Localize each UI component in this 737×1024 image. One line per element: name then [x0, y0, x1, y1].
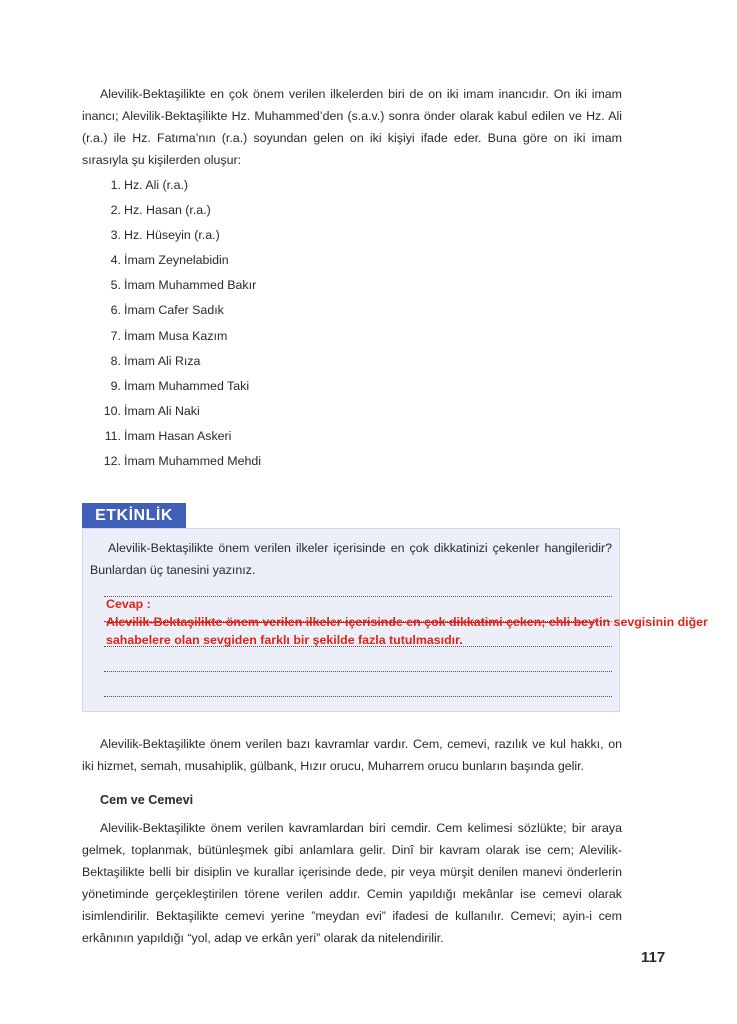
list-item: 10. İmam Ali Naki — [103, 403, 200, 418]
cem-paragraph: Alevilik-Bektaşilikte önem verilen kavramlardan biri cemdir. Cem kelimesi sözlükte; bir araya gelmek, toplanmak, bütünleşmek gibi anlamlara gelir. Dinî bir kavram olarak ise cem; Alevilik- Bektaşilikte belli bir disiplin ve kurallar içerisinde dede, pir veya mürşit denilen manevi önderlerin yönetiminde gerçekleştirilen törene verilen addır. Cemin yapıldığı mekânlar ise cemevi olarak isimlendirilir. Bektaşilikte cemevi yerine ”meydan evi” ifadesi de kullanılır. Cemevi; ayin-i cem erkânının yapıldığı “yol, adap ve erkân yeri” olarak da nitelendirilir. — [82, 821, 622, 945]
answer-line — [104, 671, 612, 672]
intro-text: Alevilik-Bektaşilikte en çok önem verilen ilkelerden biri de on iki imam inancıdır. On iki imam inancı; Alevilik-Bektaşilikte Hz. Muhammed’den (s.a.v.) sonra önder olarak kabul edilen ve Hz. Ali (r.a.) ile Hz. Fatıma’nın (r.a.) soyundan gelen on iki kişiyi ifade eder. Buna göre on iki imam sırasıyla şu kişilerden oluşur: — [82, 87, 622, 167]
list-item: 4. İmam Zeynelabidin — [110, 253, 229, 268]
list-item: 12. İmam Muhammed Mehdi — [103, 454, 262, 469]
handwritten-answer — [106, 595, 726, 649]
page-number: 117 — [641, 949, 666, 966]
list-item: 6. İmam Cafer Sadık — [110, 303, 224, 318]
list-item: 9. İmam Muhammed Taki — [110, 378, 250, 393]
activity-question: Alevilik-Bektaşilikte önem verilen ilkeler içerisinde en çok dikkatinizi çekenler hangileridir? Bunlardan üç tanesini yazınız. — [90, 541, 612, 577]
activity-title: ETKİNLİK — [82, 503, 186, 528]
list-item: 8. İmam Ali Rıza — [110, 353, 201, 368]
imam-list — [101, 174, 261, 475]
answer-line — [104, 696, 612, 697]
section-heading: Cem ve Cemevi — [100, 793, 194, 807]
list-item: 11. İmam Hasan Askeri — [104, 428, 232, 443]
intro-paragraph — [82, 83, 622, 171]
list-item: 7. İmam Musa Kazım — [110, 328, 228, 343]
answer-text: tin sevgisinin diğer sahabelere olan sevgiden farklı bir şekilde fazla tutulmasıdır. — [106, 615, 708, 647]
answer-label: Cevap : — [106, 597, 151, 611]
list-item: 1. Hz. Ali (r.a.) — [110, 178, 189, 192]
answer-struck-text: Alevilik-Bektaşilikte önem verilen ilkeler içerisinde en çok dikkatimi çeken; ehli bey — [106, 615, 595, 629]
list-item: 3. Hz. Hüseyin (r.a.) — [110, 228, 220, 243]
list-item: 2. Hz. Hasan (r.a.) — [110, 203, 211, 218]
concepts-paragraph: Alevilik-Bektaşilikte önem verilen bazı kavramlar vardır. Cem, cemevi, razılık ve kul hakkı, on iki hizmet, semah, musahiplik, gülbank, Hızır orucu, Muharrem orucu bunların başında gelir. — [82, 737, 622, 773]
list-item: 5. İmam Muhammed Bakır — [110, 278, 257, 293]
